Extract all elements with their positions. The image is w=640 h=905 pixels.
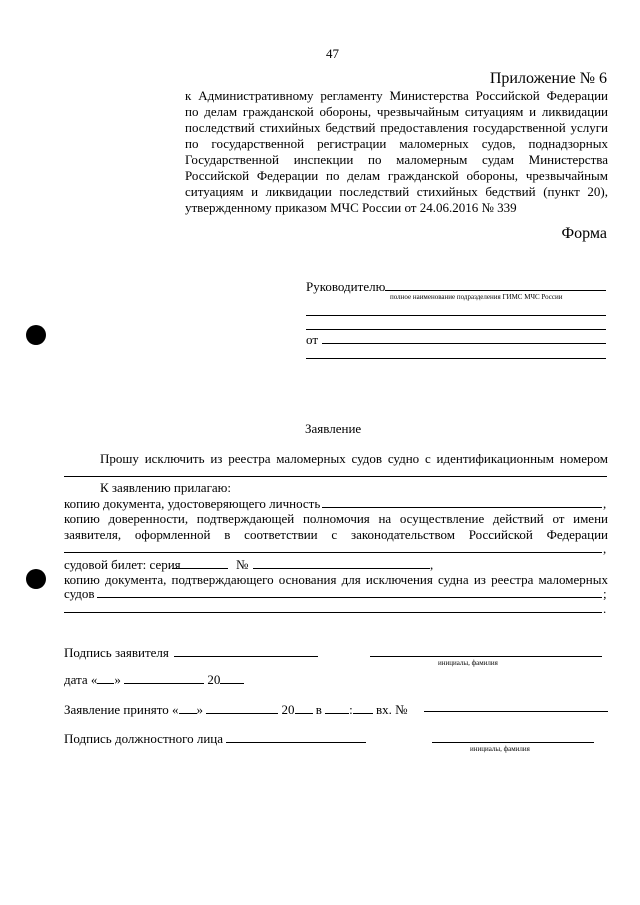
accepted-year-prefix: 20 [281, 702, 295, 717]
accepted-row [64, 701, 408, 718]
official-initials-hint: инициалы, фамилия [470, 745, 530, 753]
date-day-field[interactable] [97, 671, 114, 684]
identification-number-field[interactable] [64, 476, 607, 477]
basis-period: . [603, 601, 607, 616]
accepted-hour-field[interactable] [325, 701, 349, 714]
accepted-month-field[interactable] [206, 701, 278, 714]
doc-identity-field[interactable] [322, 507, 602, 508]
addressee-to-field[interactable] [385, 290, 606, 291]
applicant-sign-field[interactable] [174, 656, 318, 657]
appendix-line: по делам гражданской обороны, чрезвычайным ситуациям и ликвидации [185, 104, 608, 119]
power-of-attorney-field[interactable] [64, 552, 602, 553]
accepted-day-field[interactable] [179, 701, 197, 714]
appendix-text [185, 88, 608, 216]
attach-intro: К заявлению прилагаю: [100, 480, 232, 495]
request-line [100, 451, 608, 467]
accepted-close-quote: » [196, 702, 204, 717]
page-number: 47 [326, 46, 339, 61]
date-year-field[interactable] [220, 671, 244, 684]
date-close-quote: » [114, 672, 121, 687]
power-line-2: заявителя, оформленной в соответствии с законодательством Российской Федерации [64, 527, 608, 542]
ticket-number-label: № [236, 557, 249, 572]
incoming-number-field[interactable] [424, 711, 608, 712]
official-sign-field[interactable] [226, 742, 366, 743]
date-row [64, 671, 244, 688]
applicant-sign-label: Подпись заявителя [64, 645, 169, 660]
basis-field[interactable] [97, 597, 602, 598]
addressee-line-5[interactable] [306, 358, 606, 359]
incoming-number-label: вх. № [376, 702, 408, 717]
applicant-initials-hint: инициалы, фамилия [438, 659, 498, 667]
date-month-field[interactable] [124, 671, 204, 684]
official-initials-field[interactable] [432, 742, 594, 743]
appendix-line: Государственной инспекции по маломерным судам Министерства [185, 152, 608, 167]
ticket-number-field[interactable] [253, 568, 430, 569]
date-year-prefix: 20 [207, 672, 221, 687]
doc-identity-label: копию документа, удостоверяющего личность [64, 496, 321, 511]
basis-semicolon: ; [603, 586, 607, 601]
binder-hole-top [26, 325, 46, 345]
document-title: Заявление [305, 421, 362, 436]
basis-line-2: судов [64, 586, 95, 601]
official-sign-label: Подпись должностного лица [64, 731, 224, 746]
binder-hole-bottom [26, 569, 46, 589]
appendix-line: по государственной регистрации маломерных судов, поднадзорных [185, 136, 608, 151]
appendix-line: утвержденному приказом МЧС России от 24.06.2016 № 339 [185, 200, 517, 215]
doc-identity-comma: , [603, 496, 607, 511]
ticket-comma: , [430, 557, 434, 572]
addressee-line-2[interactable] [306, 315, 606, 316]
ticket-series-label: судовой билет: серия [64, 557, 181, 572]
basis-line-1: копию документа, подтверждающего основания для исключения судна из реестра маломерных [64, 572, 608, 587]
basis-field-2[interactable] [64, 612, 602, 613]
addressee-to-hint: полное наименование подразделения ГИМС МЧС России [390, 293, 563, 301]
addressee-line-3[interactable] [306, 329, 606, 330]
appendix-line: ситуациям и ликвидации последствий стихийных бедствий (пункт 20), [185, 184, 608, 199]
request-text: Прошу исключить из реестра маломерных судов судно с идентификационным номером [100, 451, 608, 466]
accepted-year-field[interactable] [295, 701, 313, 714]
appendix-title: Приложение № 6 [489, 70, 607, 87]
form-label: Форма [561, 225, 607, 242]
basis-text [64, 572, 608, 588]
appendix-line: к Административному регламенту Министерства Российской Федерации [185, 88, 608, 103]
power-of-attorney-text [64, 511, 608, 543]
appendix-line: Российской Федерации по делам гражданской обороны, чрезвычайным [185, 168, 608, 183]
date-label: дата « [64, 672, 98, 687]
addressee-from-field[interactable] [322, 343, 606, 344]
addressee-to-label: Руководителю [306, 279, 386, 294]
applicant-initials-field[interactable] [370, 656, 602, 657]
accepted-at: в [315, 702, 322, 717]
ticket-series-field[interactable] [172, 568, 228, 569]
power-comma: , [603, 541, 607, 556]
accepted-label: Заявление принято « [64, 702, 179, 717]
appendix-line: последствий стихийных бедствий предоставления государственной услуги [185, 120, 608, 135]
addressee-from-label: от [306, 332, 319, 347]
accepted-minute-field[interactable] [353, 701, 373, 714]
power-line-1: копию доверенности, подтверждающей полномочия на осуществление действий от имени [64, 511, 608, 526]
accepted-colon: : [349, 702, 353, 717]
